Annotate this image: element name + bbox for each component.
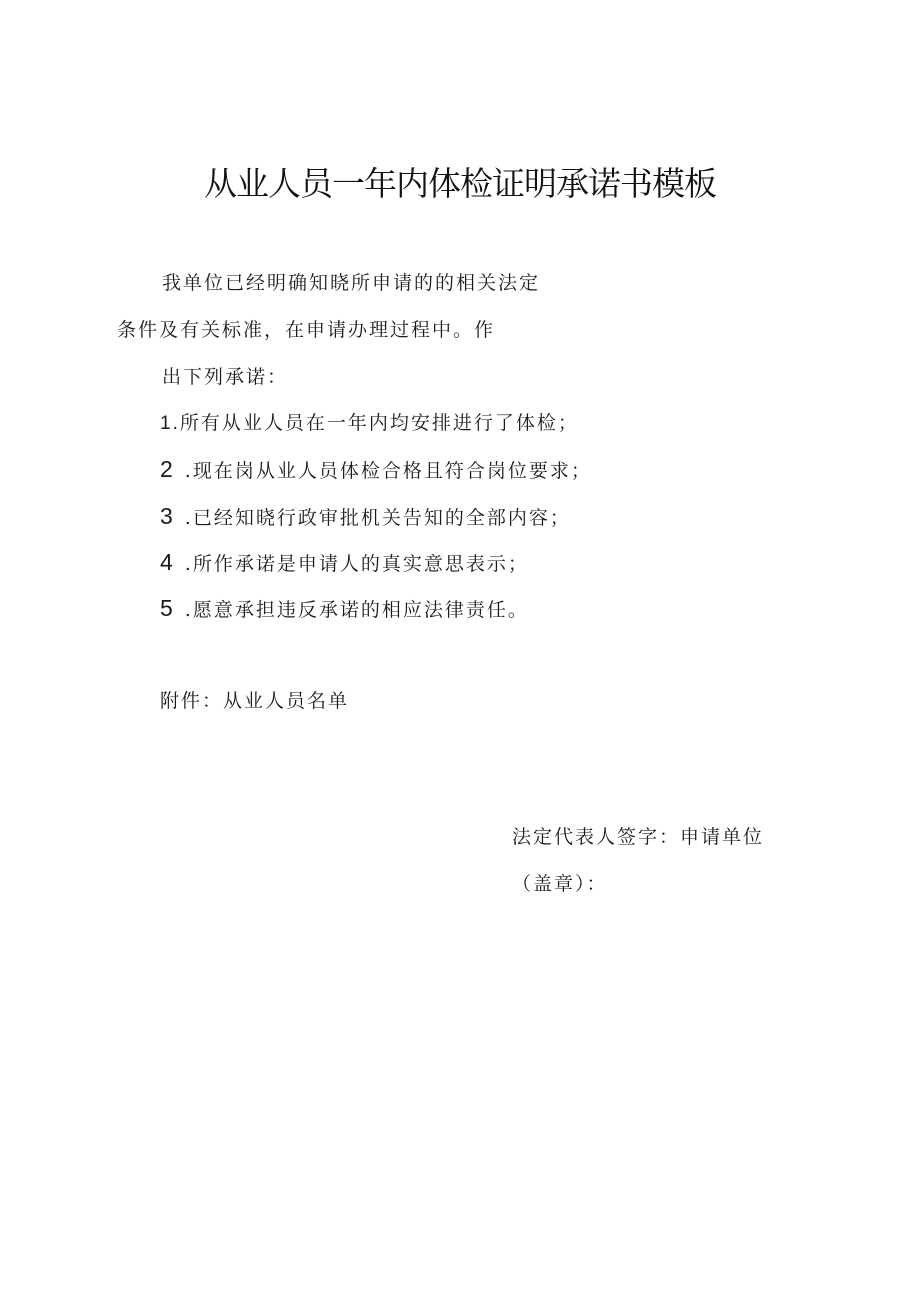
- item-text: .现在岗从业人员体检合格且符合岗位要求；: [184, 460, 592, 482]
- item-number: 3: [160, 503, 175, 529]
- item-text: .已经知晓行政审批机关告知的全部内容；: [184, 507, 571, 529]
- intro-line-3: 出下列承诺：: [162, 366, 289, 388]
- item-text: .所作承诺是申请人的真实意思表示；: [184, 553, 529, 575]
- attachment-note: 附件：从业人员名单: [160, 690, 350, 712]
- commitment-item-1: [160, 411, 579, 436]
- item-number: 2: [160, 456, 175, 482]
- commitment-item-3: [160, 504, 571, 530]
- signature-line-1: 法定代表人签字：申请单位: [512, 826, 765, 848]
- item-number: 1.: [160, 413, 180, 434]
- item-number: 5: [160, 595, 175, 621]
- commitment-item-5: [160, 596, 529, 622]
- item-text: .愿意承担违反承诺的相应法律责任。: [184, 599, 529, 621]
- commitment-item-4: [160, 550, 529, 576]
- intro-line-2: 条件及有关标准，在申请办理过程中。作: [117, 319, 496, 341]
- item-text: 所有从业人员在一年内均安排进行了体检；: [179, 412, 579, 434]
- signature-line-2: （盖章）：: [512, 873, 608, 895]
- commitment-item-2: [160, 457, 592, 483]
- document-title: 从业人员一年内体检证明承诺书模板: [204, 164, 716, 203]
- intro-line-1: 我单位已经明确知晓所申请的的相关法定: [162, 272, 541, 294]
- item-number: 4: [160, 549, 175, 575]
